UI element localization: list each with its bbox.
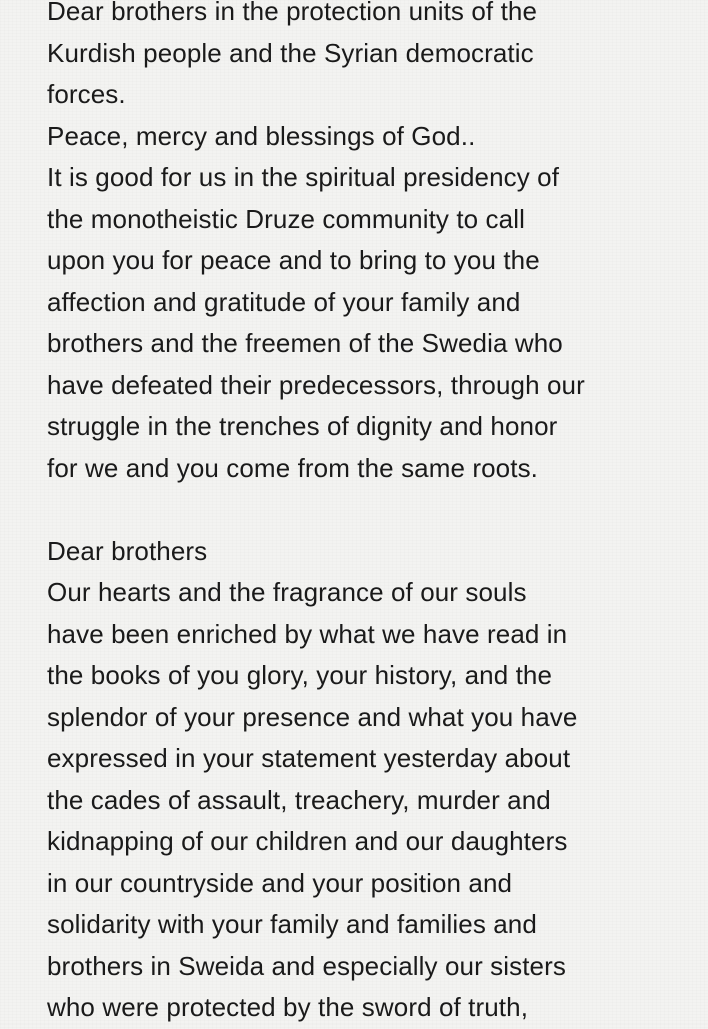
text-line: upon you for peace and to bring to you the — [47, 245, 540, 275]
text-line: affection and gratitude of your family and — [47, 286, 521, 317]
text-line: Peace, mercy and blessings of God.. — [47, 120, 476, 151]
text-line: struggle in the trenches of dignity and honor — [47, 411, 558, 441]
text-line: the books of you glory, your history, and the — [47, 660, 553, 690]
paragraph-2 — [47, 531, 697, 1029]
text-line: Dear brothers in the protection units of the — [47, 0, 538, 26]
paragraph-spacer — [47, 489, 697, 531]
text-line: solidarity with your family and families and — [47, 909, 537, 939]
text-line: Our hearts and the fragrance of our souls — [47, 577, 527, 607]
text-line: who were protected by the sword of truth, — [47, 992, 529, 1022]
text-line: have defeated their predecessors, through our — [47, 369, 585, 400]
text-line: kidnapping of our children and our daughters — [47, 826, 568, 856]
text-line: Dear brothers — [47, 535, 208, 566]
text-line: brothers and the freemen of the Swedia who — [47, 328, 563, 358]
text-line: the cades of assault, treachery, murder and — [47, 784, 551, 815]
paragraph-1 — [47, 0, 697, 489]
text-line: brothers in Sweida and especially our sisters — [47, 950, 566, 981]
text-line: It is good for us in the spiritual presidency of — [47, 162, 560, 192]
text-line: forces. — [47, 79, 126, 109]
text-line: Kurdish people and the Syrian democratic — [47, 37, 534, 68]
note-body — [47, 0, 697, 1029]
text-line: for we and you come from the same roots. — [47, 452, 538, 483]
text-line: have been enriched by what we have read in — [47, 618, 568, 649]
text-line: in our countryside and your position and — [47, 867, 513, 898]
text-line: expressed in your statement yesterday about — [47, 743, 571, 773]
text-line: the monotheistic Druze community to call — [47, 203, 525, 234]
text-line: splendor of your presence and what you have — [47, 701, 578, 732]
